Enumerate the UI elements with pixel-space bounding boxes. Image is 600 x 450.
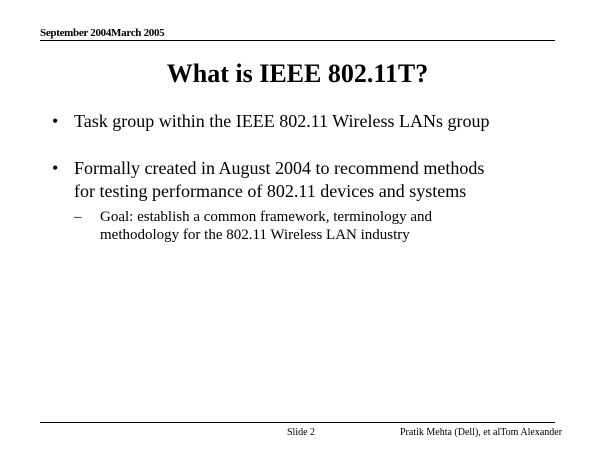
sub-bullet-item: [74, 208, 552, 244]
bullet-list: [52, 110, 552, 244]
footer-author: Pratik Mehta (Dell), et alTom Alexander: [400, 427, 563, 438]
header-divider: [40, 40, 555, 41]
slide-title: What is IEEE 802.11T?: [166, 59, 429, 88]
sub-bullet-text-line: methodology for the 802.11 Wireless LAN industry: [100, 227, 410, 243]
header-date: September 2004March 2005: [40, 27, 165, 39]
footer-divider: [40, 422, 555, 423]
bullet-text-line: for testing performance of 802.11 devices and systems: [74, 181, 467, 201]
bullet-text: Task group within the IEEE 802.11 Wireless LANs group: [74, 111, 490, 131]
sub-bullet-text-line: Goal: establish a common framework, terminology and: [100, 209, 432, 225]
sub-bullet-marker: –: [74, 209, 82, 225]
bullet-marker: •: [52, 158, 59, 178]
bullet-item: [52, 110, 552, 133]
bullet-text-line: Formally created in August 2004 to recommend methods: [74, 158, 485, 178]
sub-bullet-list: [74, 208, 552, 244]
slide-number: Slide 2: [287, 427, 316, 438]
bullet-item: [52, 157, 552, 244]
bullet-marker: •: [52, 111, 59, 131]
